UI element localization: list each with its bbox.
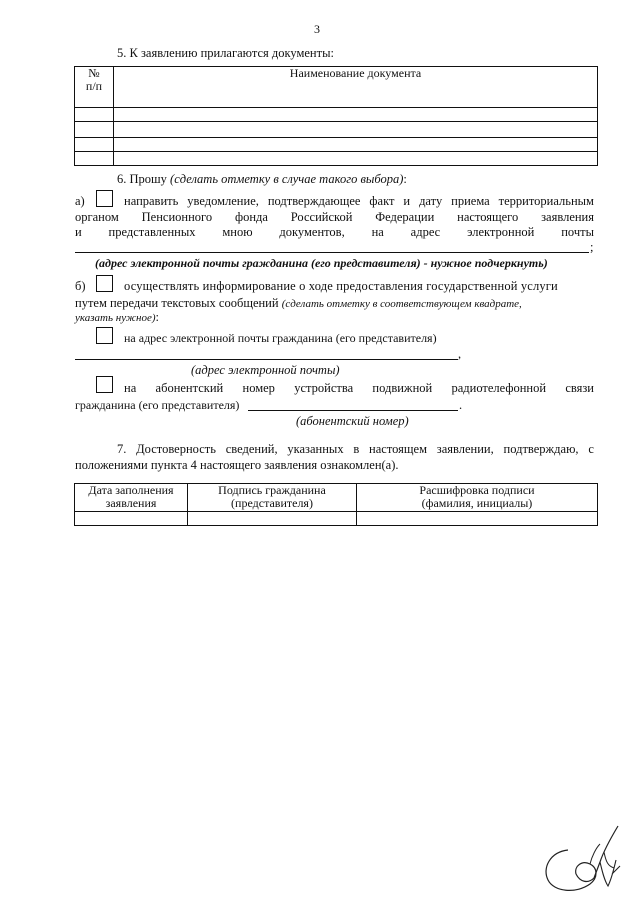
table-row	[75, 152, 598, 166]
table-row	[75, 138, 598, 152]
section5-heading: 5. К заявлению прилагаются документы:	[117, 46, 334, 60]
phone-option-line2: гражданина (его представителя)	[75, 398, 240, 412]
signature-header: Подпись гражданина (представителя)	[188, 484, 357, 512]
section7-line2: положениями пункта 4 настоящего заявления ознакомлен(а).	[75, 458, 399, 472]
option-a-line3: и представленных мною документов, на адрес электронной почты	[75, 225, 594, 239]
option-a-checkbox[interactable]	[96, 190, 113, 207]
option-b-line3: указать нужное):	[75, 310, 160, 324]
email-address-field-b[interactable]	[75, 359, 458, 360]
signature-cell[interactable]	[188, 512, 357, 526]
name-cell[interactable]	[357, 512, 598, 526]
email-address-field-a[interactable]	[75, 252, 589, 253]
date-header: Дата заполнения заявления	[75, 484, 188, 512]
table-row	[75, 122, 598, 138]
option-a-line2: органом Пенсионного фонда Российской Федерации настоящего заявления	[75, 210, 594, 224]
phone-option-checkbox[interactable]	[96, 376, 113, 393]
table-row	[75, 108, 598, 122]
phone-option-end: .	[459, 398, 463, 412]
attached-documents-table	[74, 66, 598, 166]
option-b-marker: б)	[75, 279, 86, 293]
phone-number-field[interactable]	[248, 410, 458, 411]
email-option-label: на адрес электронной почты гражданина (его представителя)	[124, 331, 437, 345]
table-row	[75, 512, 598, 526]
date-cell[interactable]	[75, 512, 188, 526]
signature-table	[74, 483, 598, 526]
option-a-line-end: ;	[590, 240, 594, 254]
section6-heading: 6. Прошу (сделать отметку в случае такого выбора):	[117, 172, 407, 186]
option-b-checkbox[interactable]	[96, 275, 113, 292]
option-a-caption: (адрес электронной почты гражданина (его представителя) - нужное подчеркнуть)	[95, 256, 548, 270]
option-b-line1: осуществлять информирование о ходе предоставления государственной услуги	[124, 279, 558, 293]
handwritten-signature	[538, 822, 630, 900]
signature-decoding-header: Расшифровка подписи (фамилия, инициалы)	[357, 484, 598, 512]
table-header-document-name: Наименование документа	[114, 67, 598, 108]
option-a-line1: направить уведомление, подтверждающее факт и дату приема территориальным	[124, 194, 594, 208]
email-option-end: ,	[458, 347, 462, 361]
option-b-line2: путем передачи текстовых сообщений (сделать отметку в соответствующем квадрате,	[75, 296, 522, 310]
option-a-marker: а)	[75, 194, 85, 208]
email-option-checkbox[interactable]	[96, 327, 113, 344]
table-header-number: № п/п	[75, 67, 114, 108]
section7-line1: 7. Достоверность сведений, указанных в настоящем заявлении, подтверждаю, с	[117, 442, 594, 456]
email-option-caption: (адрес электронной почты)	[191, 363, 340, 377]
phone-option-line1: на абонентский номер устройства подвижной радиотелефонной связи	[124, 381, 594, 395]
page-number: 3	[314, 22, 320, 36]
phone-option-caption: (абонентский номер)	[296, 414, 409, 428]
